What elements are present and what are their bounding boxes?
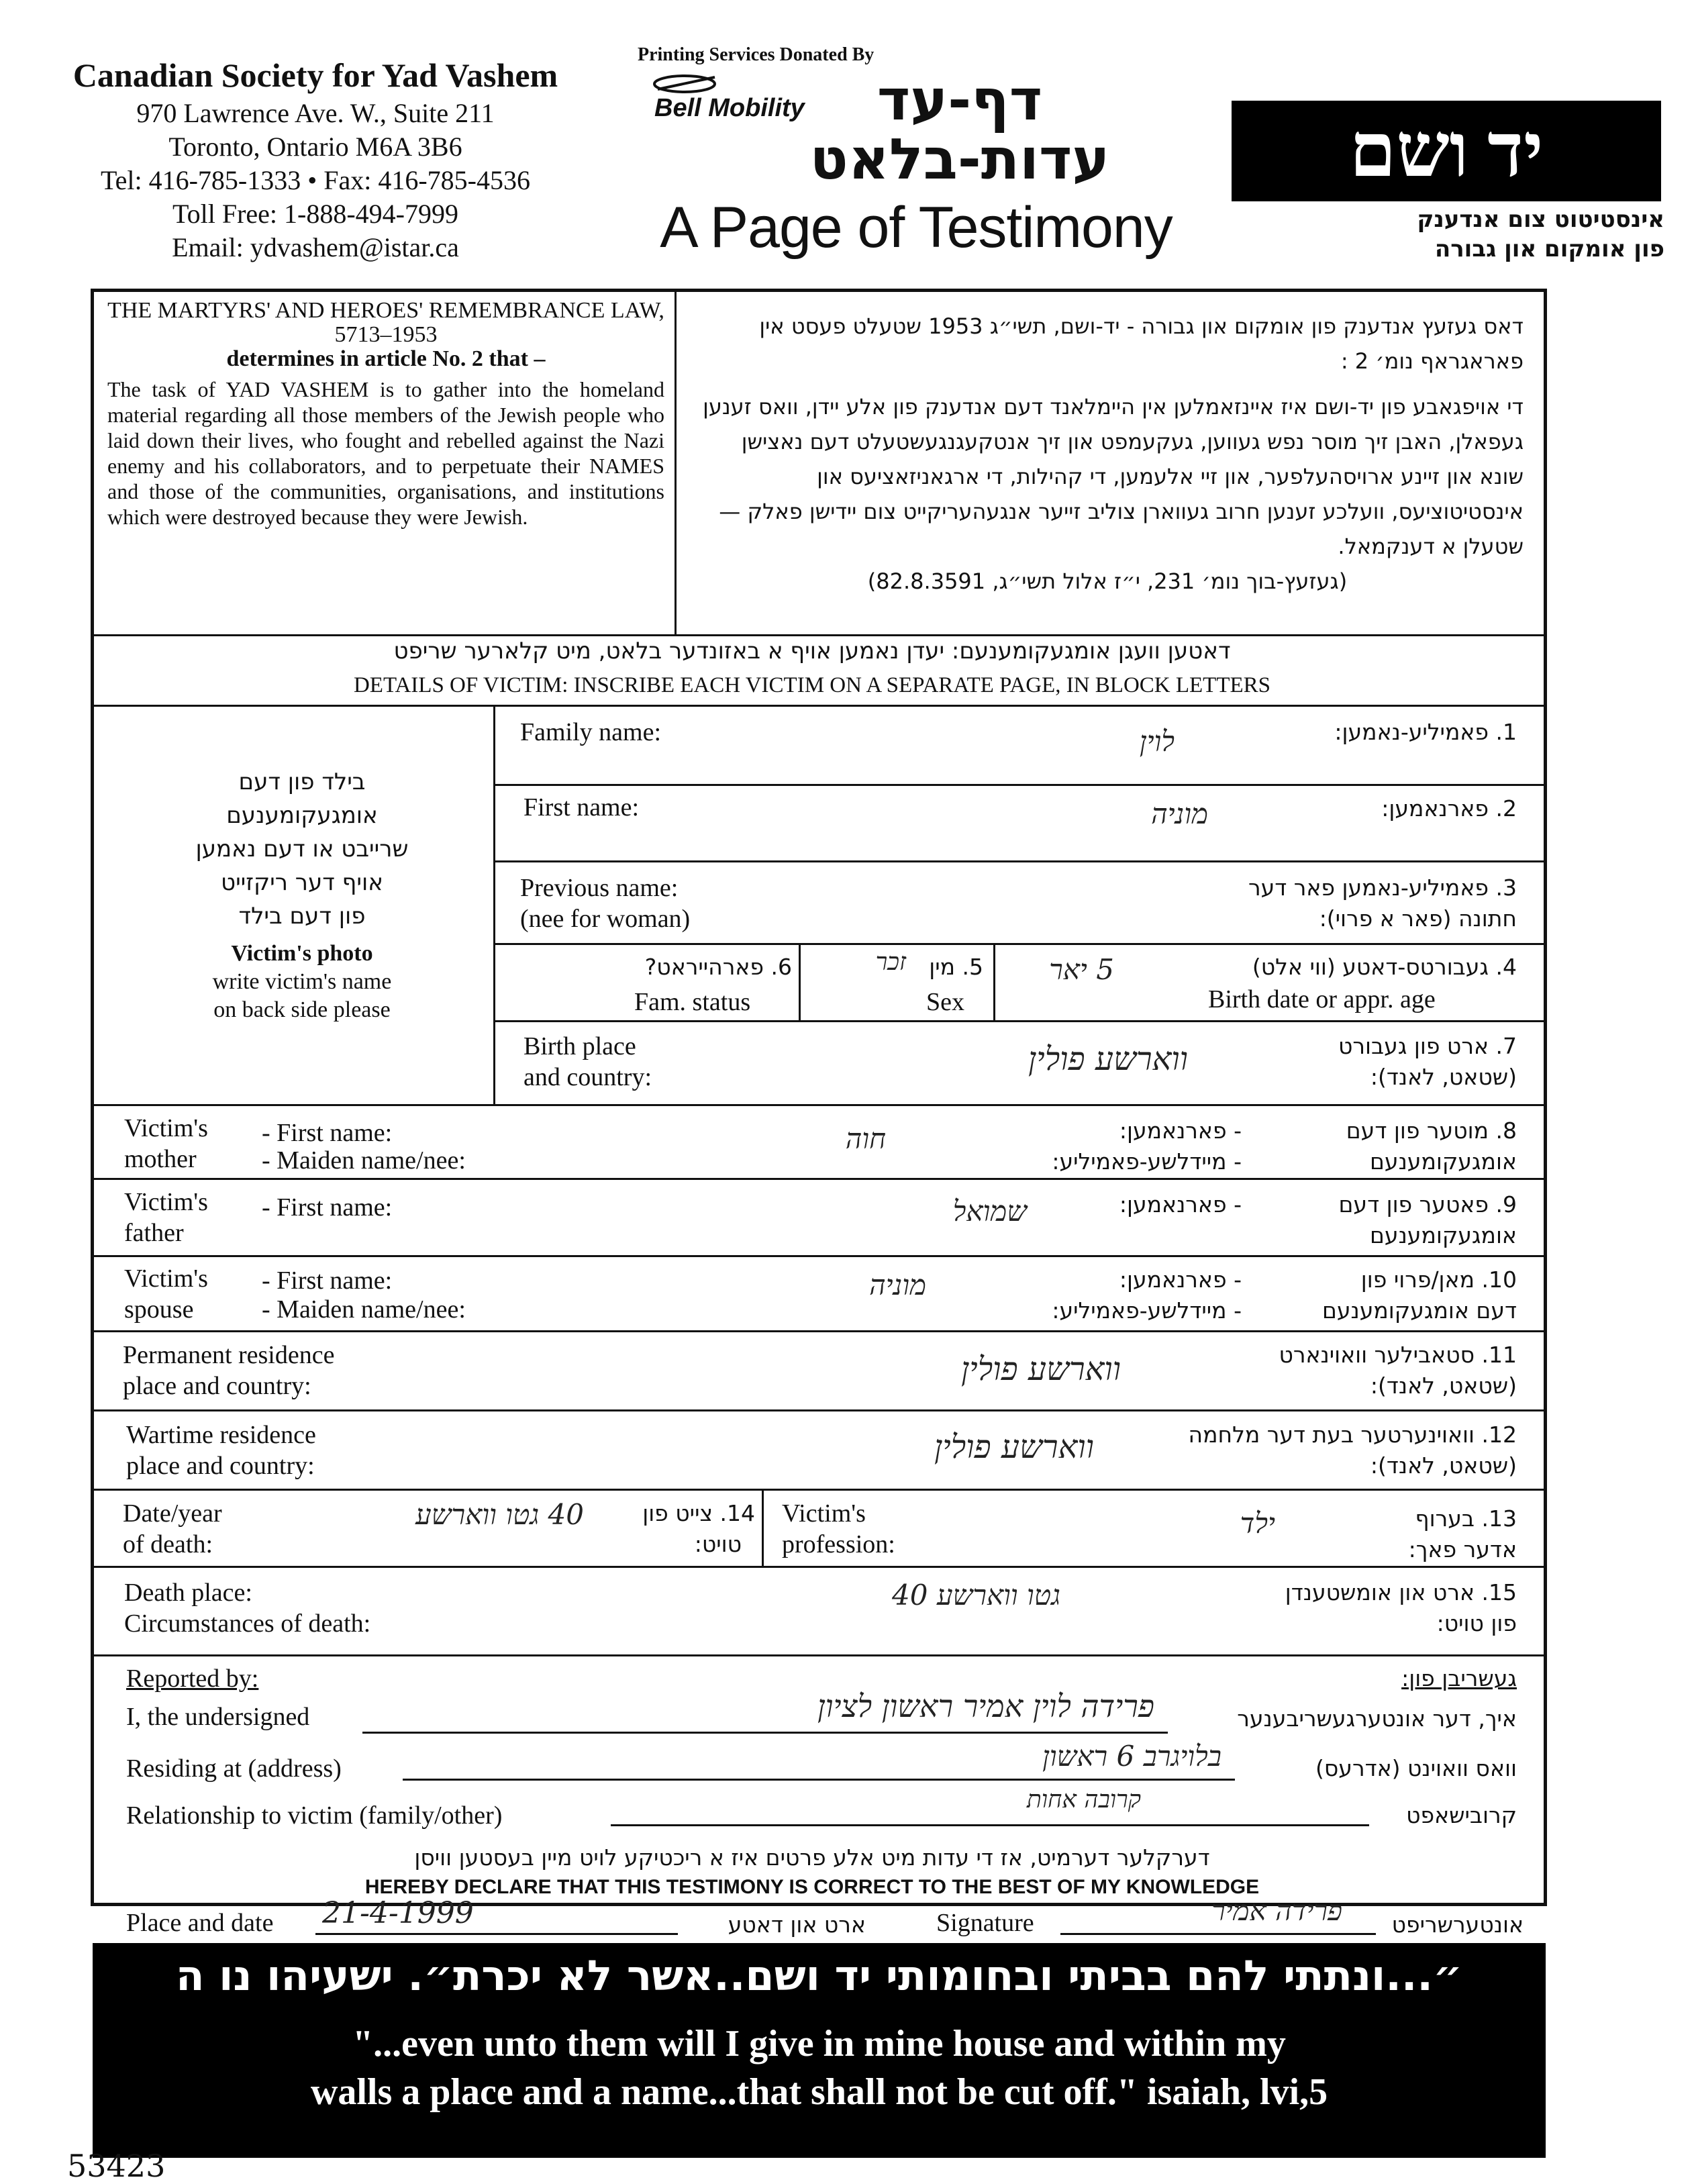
mother-maiden-label: - Maiden name/nee: [262, 1146, 466, 1175]
mother-title: Victim's [124, 1114, 208, 1142]
divider [799, 943, 801, 1020]
birth-place-label-he: 7. ארט פון געבורט [1338, 1033, 1517, 1059]
birth-place-label: Birth place [523, 1032, 636, 1060]
birth-date-label-he: 4. געבורטס-דאטע (ווי אלט) [1252, 954, 1517, 980]
residing-value[interactable]: בלויגרב 6 ראשון [1042, 1740, 1221, 1773]
profession-value[interactable]: ילד [1240, 1507, 1275, 1540]
previous-name-label-he: 3. פאמיליע-נאמען פאר דער [1248, 875, 1517, 901]
sex-value[interactable]: זכר [875, 948, 906, 976]
date-of-death-sub: of death: [123, 1530, 213, 1558]
mother-maiden-label-he: - מיידלשע-פאמיליע: [1052, 1148, 1242, 1175]
spouse-first-label-he: - פארנאמען: [1119, 1267, 1242, 1293]
printing-credit: Printing Services Donated By [638, 44, 875, 65]
organization-address [40, 54, 591, 264]
yad-vashem-logo: יד ושם [1232, 101, 1661, 201]
undersigned-value[interactable]: פרידה לוין אמיר ראשון לציון [817, 1688, 1154, 1724]
signature-label-he: אונטערשריפט [1391, 1912, 1524, 1938]
details-heading: DETAILS OF VICTIM: INSCRIBE EACH VICTIM ON A SEPARATE PAGE, IN BLOCK LETTERS [353, 673, 1271, 697]
previous-name-sub: (nee for woman) [520, 905, 691, 933]
death-place-label-he: 15. ארט און אומשטענדן [1285, 1579, 1517, 1605]
mother-value[interactable]: חוה [845, 1122, 886, 1155]
logo-sub-2: פון אומקום און גבורה [1434, 236, 1664, 262]
signature-value[interactable]: פרידה אמיר [1211, 1894, 1342, 1927]
family-name-value[interactable]: לוין [1139, 725, 1175, 758]
wartime-residence-value[interactable]: ווארשע פולין [934, 1428, 1094, 1466]
father-label-he-sub: אומגעקומענעם [1370, 1222, 1517, 1248]
wartime-residence-sub-he: (שטאט, לאנד): [1370, 1452, 1517, 1479]
date-of-death-label-he: 14. צייט פון [642, 1500, 755, 1526]
place-date-label-he: ארט און דאטע [728, 1912, 866, 1938]
birth-date-value[interactable]: 5 יאר [1049, 953, 1114, 986]
page-title: A Page of Testimony [660, 195, 1173, 260]
fam-status-label: Fam. status [634, 988, 751, 1016]
photo-en-line: Victim's photo [231, 941, 373, 966]
address-line-2: Toronto, Ontario M6A 3B6 [168, 132, 462, 162]
toll-free: Toll Free: 1-888-494-7999 [172, 199, 458, 229]
photo-divider [493, 705, 495, 1104]
mother-label-he-sub: אומגעקומענעם [1370, 1148, 1517, 1175]
father-label-he: 9. פאטער פון דעם [1338, 1191, 1517, 1218]
divider [91, 1409, 1546, 1411]
sex-label-he: 5. מין [929, 954, 983, 980]
residing-label-he: וואס וואוינט (אדרעס) [1315, 1755, 1517, 1781]
photo-instructions-hebrew [128, 765, 477, 933]
spouse-value[interactable]: מוניה [869, 1269, 926, 1301]
birth-place-sub: and country: [523, 1063, 652, 1091]
reported-by-label: Reported by: [126, 1665, 259, 1693]
date-of-death-value[interactable]: 40 גטו ווארשע [415, 1498, 584, 1531]
sponsor-logo: Bell Mobility [654, 94, 805, 122]
wartime-residence-sub: place and country: [126, 1452, 315, 1480]
org-name: Canadian Society for Yad Vashem [72, 56, 558, 94]
signature-line [1060, 1933, 1376, 1935]
undersigned-line [362, 1732, 1168, 1734]
undersigned-label-he: איך, דער אונטערגעשריבענער [1237, 1705, 1517, 1732]
death-place-label: Death place: [124, 1579, 252, 1607]
father-title-sub: father [124, 1219, 184, 1247]
declaration-hebrew: דערקלער דערמיט, אז די עדות מיט אלע פרטים איז א ריכטיקע לויט מיין בעסטען וויסן [414, 1844, 1210, 1871]
tel-fax: Tel: 416-785-1333 • Fax: 416-785-4536 [100, 165, 531, 195]
father-value[interactable]: שמואל [952, 1195, 1027, 1228]
permanent-residence-label: Permanent residence [123, 1341, 335, 1369]
profession-label-he: 13. בערוף [1415, 1505, 1517, 1532]
divider [493, 784, 1546, 786]
photo-en-line: write victim's name [212, 969, 392, 994]
law-he-body: די אויפגאבע פון יד-ושם איז איינזאמלען אין היימלאנד דעם אנדענק פון אלע יידן, וואס זענען געפאלן, האבן זיך מוסר נפש געווען, געקעמפט און זיך אנטקעגנגעשטעלט דעם נאצישן שונא און זיינע ארויסהעלפער, און זיי אלעמען, די קהילות, די ארגאניזאציעס און אינסטיטוציעס, וועלכע זענען חרוב געווארן צוליב זייער אנגעהעריקייט צום יידישן פאלק — שטעלן א דענקמאל. [703, 394, 1524, 559]
quotation-band [93, 1943, 1546, 2158]
law-subheading: determines in article No. 2 that – [226, 346, 546, 371]
quote-hebrew: ״...ונתתי להם בביתי ובחומותי יד ושם..אשר לא יכרת״. ישעיהו נו ה [175, 1951, 1463, 2000]
hebrew-title-line-2: עדות-בלאט [809, 126, 1110, 192]
email: Email: ydvashem@istar.ca [172, 232, 459, 262]
divider [91, 1654, 1546, 1656]
father-first-label-he: - פארנאמען: [1119, 1191, 1242, 1218]
mother-title-sub: mother [124, 1145, 197, 1173]
profession-sub-he: אדער פאך: [1408, 1536, 1517, 1562]
sex-label: Sex [926, 988, 964, 1016]
father-first-label: - First name: [262, 1193, 393, 1222]
date-of-death-label: Date/year [123, 1499, 222, 1528]
spouse-title-sub: spouse [124, 1295, 194, 1324]
permanent-residence-sub-he: (שטאט, לאנד): [1370, 1373, 1517, 1399]
permanent-residence-value[interactable]: ווארשע פולין [960, 1350, 1121, 1388]
quote-line-1: "...even unto them will I give in mine house and within my [352, 2023, 1286, 2065]
divider [493, 1020, 1546, 1022]
divider [493, 943, 1546, 945]
relationship-line [611, 1824, 1369, 1826]
spouse-label-he-sub: דעם אומגעקומענעם [1321, 1297, 1517, 1324]
birth-place-value[interactable]: ווארשע פולין [1028, 1040, 1188, 1078]
reported-by-label-he: געשריבן פון: [1401, 1665, 1517, 1691]
residing-line [403, 1779, 1235, 1781]
mother-first-label: - First name: [262, 1119, 393, 1147]
first-name-value[interactable]: מוניה [1151, 797, 1208, 830]
death-place-value[interactable]: גטו ווארשע 40 [892, 1579, 1060, 1611]
photo-he-line: אומגעקומענעם [226, 802, 378, 829]
hebrew-title-line-1: דף-עד [877, 67, 1043, 133]
relationship-value[interactable]: קרובה אחות [1026, 1786, 1141, 1814]
divider [91, 1566, 1546, 1568]
quote-line-2: walls a place and a name...that shall not be cut off." isaiah, lvi,5 [310, 2071, 1328, 2113]
divider [91, 1489, 1546, 1491]
spouse-first-label: - First name: [262, 1267, 393, 1295]
divider [91, 1104, 1546, 1106]
family-name-label-he: 1. פאמיליע-נאמען: [1334, 719, 1517, 745]
previous-name-sub-he: חתונה (פאר א פרוי): [1319, 905, 1517, 932]
mother-label-he: 8. מוטער פון דעם [1346, 1118, 1517, 1144]
profession-label: Victim's [782, 1499, 866, 1528]
law-he-heading: דאס געזעץ אנדענק פון אומקום און גבורה - יד-ושם, תשי״ג 1953 שטעלט פעסט אין פאראגראף נומ׳ 2 : [759, 313, 1524, 374]
place-date-value[interactable]: 21-4-1999 [322, 1896, 474, 1930]
law-english [107, 299, 664, 530]
logo-sub-1: אינסטיטוט צום אנדענק [1417, 206, 1664, 233]
permanent-residence-sub: place and country: [123, 1372, 311, 1400]
place-date-line [315, 1933, 678, 1935]
death-place-sub: Circumstances of death: [124, 1609, 371, 1638]
yad-vashem-subtitle [1221, 205, 1664, 264]
photo-instructions [128, 940, 477, 1024]
photo-en-line: on back side please [213, 997, 391, 1022]
relationship-label-he: קרובישאפט [1406, 1802, 1517, 1828]
address-line-1: 970 Lawrence Ave. W., Suite 211 [136, 98, 495, 128]
spouse-maiden-label: - Maiden name/nee: [262, 1295, 466, 1324]
law-hebrew [691, 309, 1524, 599]
relationship-label: Relationship to victim (family/other) [126, 1801, 503, 1830]
signature-label: Signature [936, 1909, 1034, 1937]
divider [91, 634, 1546, 636]
place-date-label: Place and date [126, 1909, 274, 1937]
divider [91, 1330, 1546, 1332]
death-place-sub-he: פון טויט: [1436, 1610, 1517, 1636]
hebrew-title [725, 67, 1195, 192]
photo-he-line: בילד פון דעם [238, 768, 366, 795]
residing-label: Residing at (address) [126, 1754, 342, 1783]
fam-status-label-he: 6. פארהייראט? [644, 954, 792, 980]
document-number: 53423 [67, 2148, 166, 2184]
divider [91, 705, 1546, 707]
wartime-residence-label: Wartime residence [126, 1421, 316, 1449]
divider [762, 1489, 764, 1566]
wartime-residence-label-he: 12. וואוינערטער בעת דער מלחמה [1188, 1422, 1517, 1448]
mother-first-label-he: - פארנאמען: [1119, 1118, 1242, 1144]
birth-date-label: Birth date or appr. age [1208, 985, 1436, 1013]
father-title: Victim's [124, 1188, 208, 1216]
photo-he-line: פון דעם בילד [238, 903, 366, 930]
declaration: HEREBY DECLARE THAT THIS TESTIMONY IS CORRECT TO THE BEST OF MY KNOWLEDGE [364, 1876, 1260, 1898]
law-divider [675, 289, 677, 634]
profession-sub: profession: [782, 1530, 895, 1558]
law-he-ref: (געזעץ-בוך נומ׳ 231, י״ז אלול תשי״ג, 82.8.3591) [867, 568, 1348, 594]
first-name-label: First name: [523, 793, 640, 822]
date-of-death-sub-he: טויט: [694, 1531, 742, 1557]
family-name-label: Family name: [520, 718, 662, 746]
spouse-title: Victim's [124, 1264, 208, 1293]
divider [493, 860, 1546, 862]
spouse-maiden-label-he: - מיידלשע-פאמיליע: [1052, 1297, 1242, 1324]
spouse-label-he: 10. מאן/פרוי פון [1360, 1267, 1517, 1293]
photo-he-line: שרייבט או דעם נאמען [195, 836, 409, 862]
law-heading: THE MARTYRS' AND HEROES' REMEMBRANCE LAW, 5713–1953 [107, 298, 664, 347]
photo-he-line: אויף דער ריקזייט [221, 869, 383, 896]
law-body: The task of YAD VASHEM is to gather into the homeland material regarding all those members of the Jewish people who laid down their lives, who fought and rebelled against the Nazi enemy and his collaborators, and to perpetuate their NAMES and those of the communities, organisations, and institutions which were destroyed because they were Jewish. [107, 377, 664, 529]
divider [993, 943, 995, 1020]
divider [91, 1255, 1546, 1257]
permanent-residence-label-he: 11. סטאבילער וואוינארט [1279, 1342, 1517, 1368]
details-heading-hebrew: דאטען וועגן אומגעקומענעם: יעדן נאמען אויף א באזונדער בלאט, מיט קלארער שריפט [393, 638, 1231, 664]
bell-logo-icon [651, 70, 725, 97]
first-name-label-he: 2. פארנאמען: [1381, 795, 1517, 822]
previous-name-label: Previous name: [520, 874, 679, 902]
undersigned-label: I, the undersigned [126, 1703, 310, 1731]
divider [91, 1178, 1546, 1180]
birth-place-sub-he: (שטאט, לאנד): [1370, 1064, 1517, 1090]
